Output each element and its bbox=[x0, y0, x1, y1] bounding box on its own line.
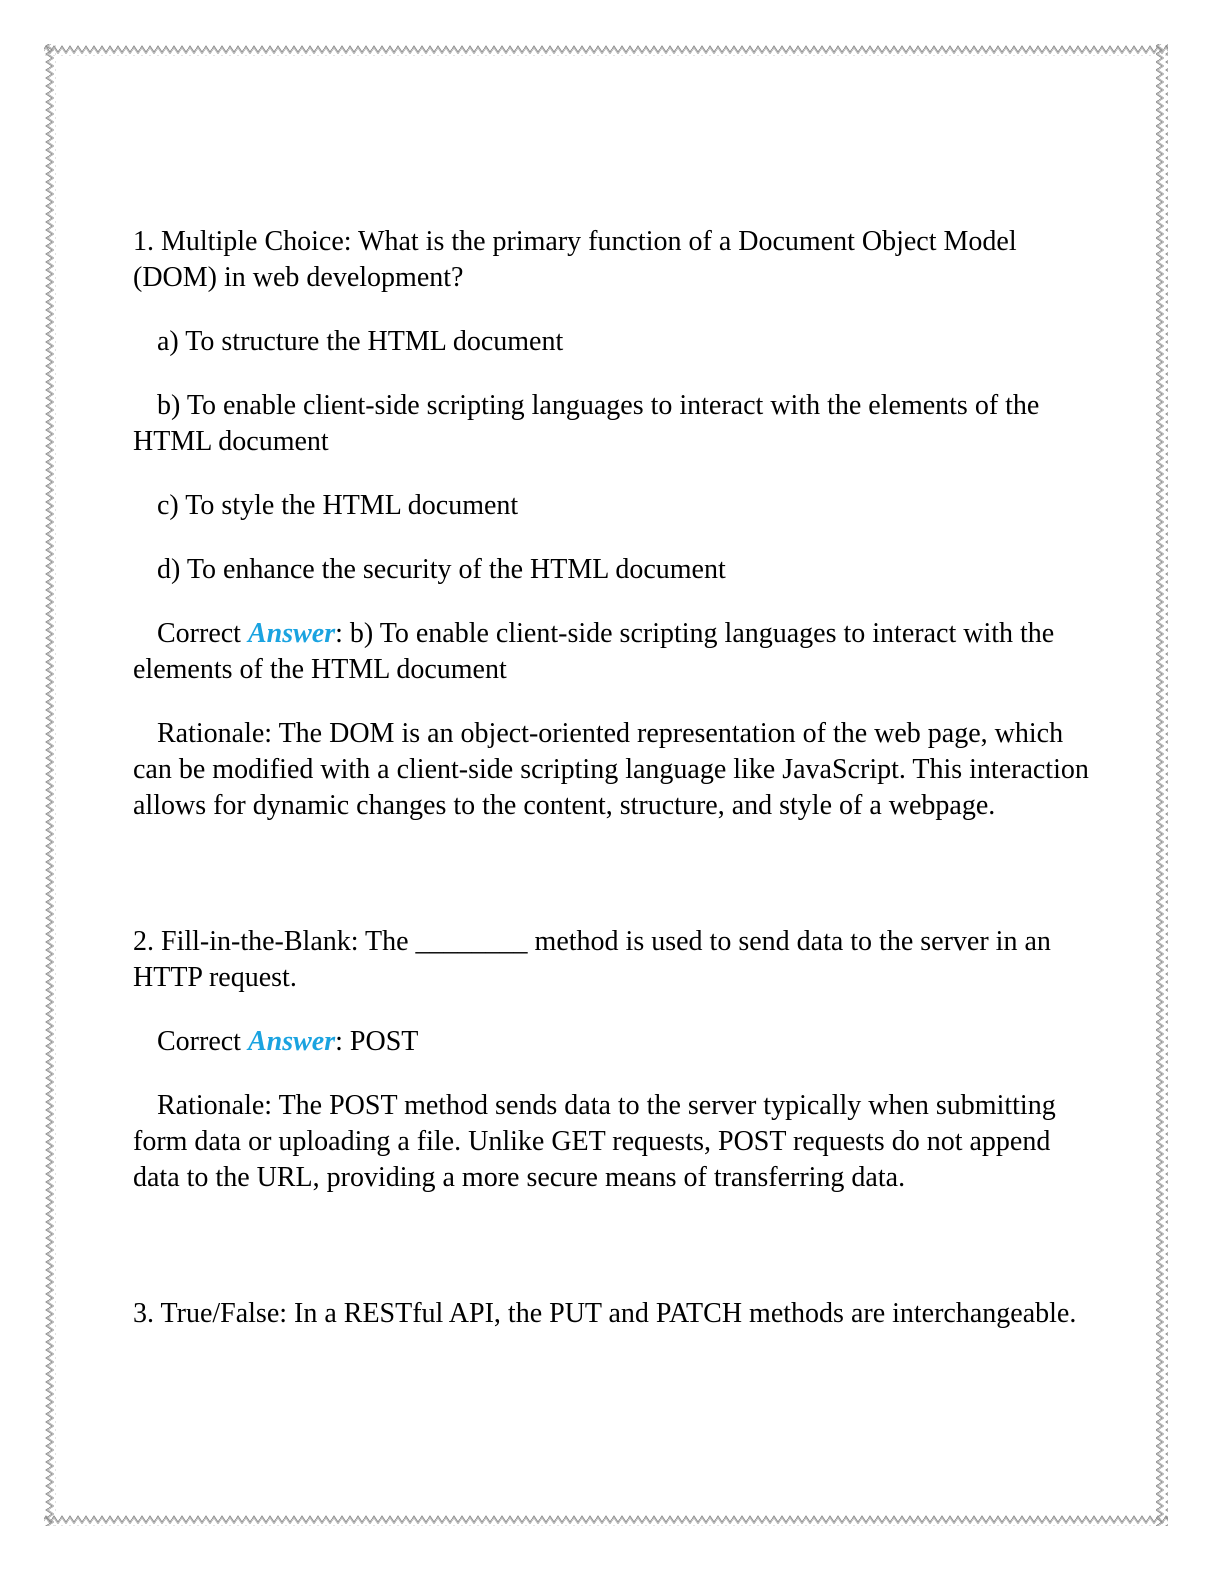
question-1-option-b: b) To enable client-side scripting languages to interact with the elements of the HTML document bbox=[133, 390, 1040, 457]
question-1-rationale: Rationale: The DOM is an object-oriented representation of the web page, which can be modified with a client-side scripting language like JavaScript. This interaction allows for dynamic changes to the content, structure, and style of a webpage. bbox=[133, 718, 1089, 821]
question-2-correct-answer bbox=[133, 1024, 1093, 1060]
question-1-option-a: a) To structure the HTML document bbox=[157, 326, 564, 357]
question-3 bbox=[133, 1296, 1093, 1332]
question-3-stem: 3. True/False: In a RESTful API, the PUT and PATCH methods are interchangeable. bbox=[133, 1298, 1077, 1329]
answer-label: Answer bbox=[247, 618, 336, 649]
section-spacer bbox=[133, 1224, 1093, 1296]
question-2 bbox=[133, 924, 1093, 1196]
document-body bbox=[133, 224, 1093, 1360]
answer-prefix: Correct bbox=[157, 618, 248, 649]
question-1-stem: 1. Multiple Choice: What is the primary function of a Document Object Model (DOM) in web development? bbox=[133, 226, 1017, 293]
answer-text: : b) To enable client-side scripting languages to interact with the elements of the HTML document bbox=[133, 618, 1055, 685]
answer-label: Answer bbox=[247, 1026, 336, 1057]
question-1-correct-answer bbox=[133, 616, 1093, 688]
question-1-option-d: d) To enhance the security of the HTML document bbox=[157, 554, 726, 585]
answer-prefix: Correct bbox=[157, 1026, 248, 1057]
question-1 bbox=[133, 224, 1093, 824]
question-2-rationale: Rationale: The POST method sends data to the server typically when submitting form data or uploading a file. Unlike GET requests, POST requests do not append data to the URL, providing a more secure means of transferring data. bbox=[133, 1090, 1056, 1193]
question-2-stem: 2. Fill-in-the-Blank: The ________ method is used to send data to the server in an HTTP request. bbox=[133, 926, 1051, 993]
answer-text: : POST bbox=[335, 1026, 419, 1057]
question-1-option-c: c) To style the HTML document bbox=[157, 490, 519, 521]
section-spacer bbox=[133, 852, 1093, 924]
